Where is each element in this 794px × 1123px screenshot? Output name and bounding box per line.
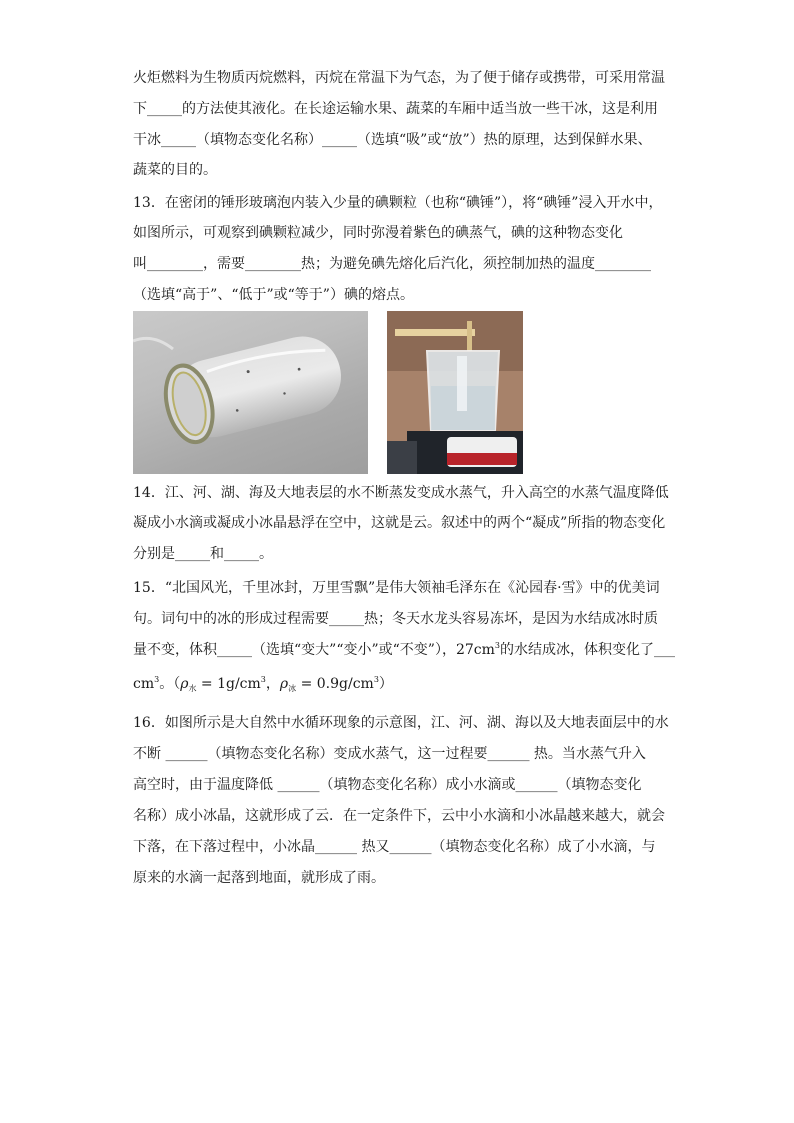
paren-open: 。（ (159, 676, 181, 692)
q14-line-1: 14．江、河、湖、海及大地表层的水不断蒸发变成水蒸气，升入高空的水蒸气温度降低 (133, 485, 669, 501)
q15-line-3-text: 量不变，体积_____（选填“变大”“变小”或“不变”），27cm (133, 642, 495, 658)
cubic-superscript: 3 (494, 641, 500, 650)
rho-symbol: ρ (180, 676, 189, 692)
q15-line-2: 句。词句中的冰的形成过程需要_____热；冬天水龙头容易冻坏，是因为水结成冰时质 (133, 611, 658, 627)
heating-beaker-photo (387, 311, 523, 474)
q13-line-4: （选填“高于”、“低于”或“等于”）碘的熔点。 (133, 287, 414, 303)
q15-line-3 (133, 640, 675, 660)
q13-line-1: 13．在密闭的锤形玻璃泡内装入少量的碘颗粒（也称“碘锤”），将“碘锤”浸入开水中， (133, 195, 663, 211)
q13-line-3: 叫________，需要________热；为避免碘先熔化后汽化，须控制加热的温度________ (133, 256, 651, 272)
q14-line-3: 分别是_____和_____。 (133, 546, 273, 562)
water-density: = 1g/cm (196, 676, 261, 692)
q16-line-5: 下落，在下落过程中，小冰晶______ 热又______（填物态变化名称）成了小水滴，与 (133, 839, 656, 855)
paren-close: ） (378, 676, 393, 692)
q15-line-4 (133, 674, 393, 694)
separator: ， (265, 676, 280, 692)
q15-line-3-text-end: 的水结成冰，体积变化了___ (499, 642, 675, 658)
iodine-tube-photo (133, 311, 368, 474)
q16-line-6: 原来的水滴一起落到地面，就形成了雨。 (133, 870, 385, 886)
cubic-superscript: 3 (154, 675, 160, 684)
q13-line-2: 如图所示，可观察到碘颗粒减少，同时弥漫着紫色的碘蒸气，碘的这种物态变化 (133, 225, 623, 241)
rho-symbol: ρ (279, 676, 289, 692)
q12-line-1: 火炬燃料为生物质丙烷燃料，丙烷在常温下为气态，为了便于储存或携带，可采用常温 (133, 70, 665, 86)
q16-line-2: 不断 ______（填物态变化名称）变成水蒸气，这一过程要______ 热。当水蒸气升入 (133, 746, 646, 762)
q16-line-3: 高空时，由于温度降低 ______（填物态变化名称）成小水滴或______（填物态变化 (133, 777, 642, 793)
water-subscript: 水 (188, 684, 197, 693)
q14-line-2: 凝成小水滴或凝成小冰晶悬浮在空中，这就是云。叙述中的两个“凝成”所指的物态变化 (133, 515, 666, 531)
ice-subscript: 冰 (288, 684, 297, 693)
q15-line-1: 15．“北国风光，千里冰封，万里雪飘”是伟大领袖毛泽东在《沁园春·雪》中的优美词 (133, 580, 660, 596)
ice-density: = 0.9g/cm (296, 676, 374, 692)
q12-line-3: 干冰_____（填物态变化名称）_____（选填“吸”或“放”）热的原理，达到保鲜水果、 (133, 132, 652, 148)
cubic-superscript: 3 (260, 675, 266, 684)
q16-line-4: 名称）成小冰晶，这就形成了云．在一定条件下，云中小水滴和小冰晶越来越大，就会 (133, 808, 665, 824)
unit-cm: cm (133, 676, 155, 692)
q12-line-2: 下_____的方法使其液化。在长途运输水果、蔬菜的车厢中适当放一些干冰，这是利用 (133, 101, 658, 117)
cubic-superscript: 3 (373, 675, 379, 684)
q16-line-1: 16．如图所示是大自然中水循环现象的示意图，江、河、湖、海以及大地表面层中的水 (133, 715, 669, 731)
q12-line-4: 蔬菜的目的。 (133, 162, 217, 178)
